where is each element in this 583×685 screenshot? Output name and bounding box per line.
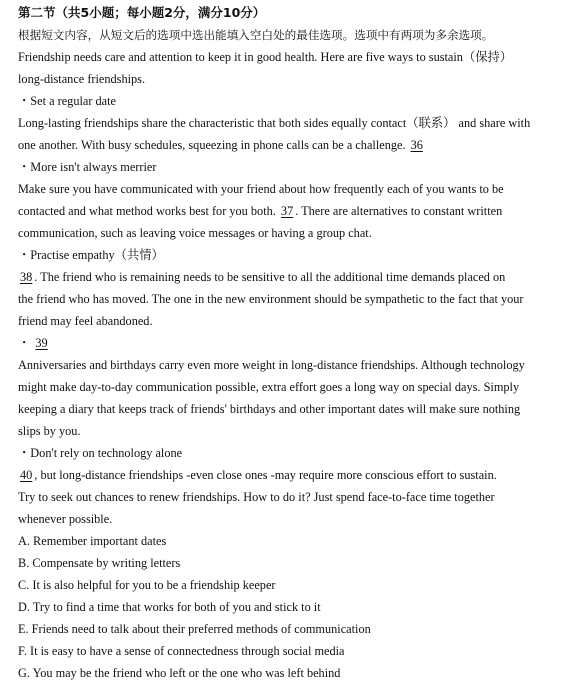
subheading-more-isnt-merrier: ・More isn't always merrier — [18, 160, 157, 174]
option-text: Friends need to talk about their preferred methods of communication — [31, 622, 371, 636]
p3-line-1 — [18, 266, 563, 288]
p2-line-1: Make sure you have communicated with your friend about how frequently each of you wants to be — [18, 182, 504, 196]
p1-line-2 — [18, 134, 563, 156]
p3-line-3: friend may feel abandoned. — [18, 314, 153, 328]
instructions: 根据短文内容，从短文后的选项中选出能填入空白处的最佳选项。选项中有两项为多余选项。 — [18, 28, 494, 42]
p5-line-2: Try to seek out chances to renew friendships. How to do it? Just spend face-to-face time together — [18, 490, 495, 504]
p3-line-2: the friend who has moved. The one in the new environment should be sympathetic to the fact that your — [18, 292, 524, 306]
p5-line-1-post: , but long-distance friendships -even close ones -may require more conscious effort to sustain. — [34, 468, 497, 482]
option-text: You may be the friend who left or the one who was left behind — [32, 666, 341, 680]
p5-line-3: whenever possible. — [18, 512, 113, 526]
option-text: Compensate by writing letters — [32, 556, 181, 570]
p4-line-2: might make day-to-day communication possible, extra effort goes a long way on special days. Simply — [18, 380, 520, 394]
option-b[interactable] — [18, 552, 563, 574]
section-heading: 第二节（共5小题；每小题2分，满分10分） — [18, 5, 266, 20]
subheading-practise-empathy: ・Practise empathy（共情） — [18, 248, 164, 262]
option-g[interactable] — [18, 662, 563, 684]
option-letter: B. — [18, 556, 30, 570]
option-text: Try to find a time that works for both of you and stick to it — [32, 600, 321, 614]
blank-36[interactable]: 36 — [410, 138, 423, 152]
p4-line-4: slips by you. — [18, 424, 81, 438]
p2-line-2 — [18, 200, 563, 222]
option-f[interactable] — [18, 640, 563, 662]
p4-line-1: Anniversaries and birthdays carry even more weight in long-distance friendships. Although technology — [18, 358, 525, 372]
bullet: ・ — [18, 336, 31, 350]
blank-38[interactable]: 38 — [20, 270, 33, 284]
option-text: It is also helpful for you to be a friendship keeper — [32, 578, 276, 592]
intro-line-1: Friendship needs care and attention to keep it in good health. Here are five ways to sustain（保持） — [18, 50, 513, 64]
subheading-dont-rely-on-technology: ・Don't rely on technology alone — [18, 446, 183, 460]
option-d[interactable] — [18, 596, 563, 618]
option-text: It is easy to have a sense of connectedness through social media — [30, 644, 345, 658]
option-letter: A. — [18, 534, 30, 548]
option-a[interactable] — [18, 530, 563, 552]
intro-line-2: long-distance friendships. — [18, 72, 146, 86]
option-text: Remember important dates — [33, 534, 167, 548]
p2-line-2-post: . There are alternatives to constant written — [295, 204, 503, 218]
p3-line-1-post: . The friend who is remaining needs to be sensitive to all the additional time demands placed on — [34, 270, 506, 284]
blank-37[interactable]: 37 — [280, 204, 294, 218]
blank-40[interactable]: 40 — [20, 468, 33, 482]
p4-line-3: keeping a diary that keeps track of friends' birthdays and other important dates will make sure nothing — [18, 402, 521, 416]
p2-line-2-pre: contacted and what method works best for you both. — [18, 204, 276, 218]
p2-line-3: communication, such as leaving voice messages or having a group chat. — [18, 226, 372, 240]
p5-line-1 — [18, 464, 563, 486]
p1-line-1: Long-lasting friendships share the characteristic that both sides equally contact（联系） and share with — [18, 116, 531, 130]
p1-line-2-text: one another. With busy schedules, squeezing in phone calls can be a challenge. — [18, 138, 406, 152]
subheading-set-regular-date: ・Set a regular date — [18, 94, 116, 108]
option-letter: G. — [18, 666, 30, 680]
option-letter: C. — [18, 578, 30, 592]
option-c[interactable] — [18, 574, 563, 596]
option-letter: F. — [18, 644, 27, 658]
option-letter: D. — [18, 600, 30, 614]
subheading-blank-39 — [18, 332, 563, 354]
option-e[interactable] — [18, 618, 563, 640]
option-letter: E. — [18, 622, 29, 636]
blank-39[interactable]: 39 — [35, 336, 48, 350]
